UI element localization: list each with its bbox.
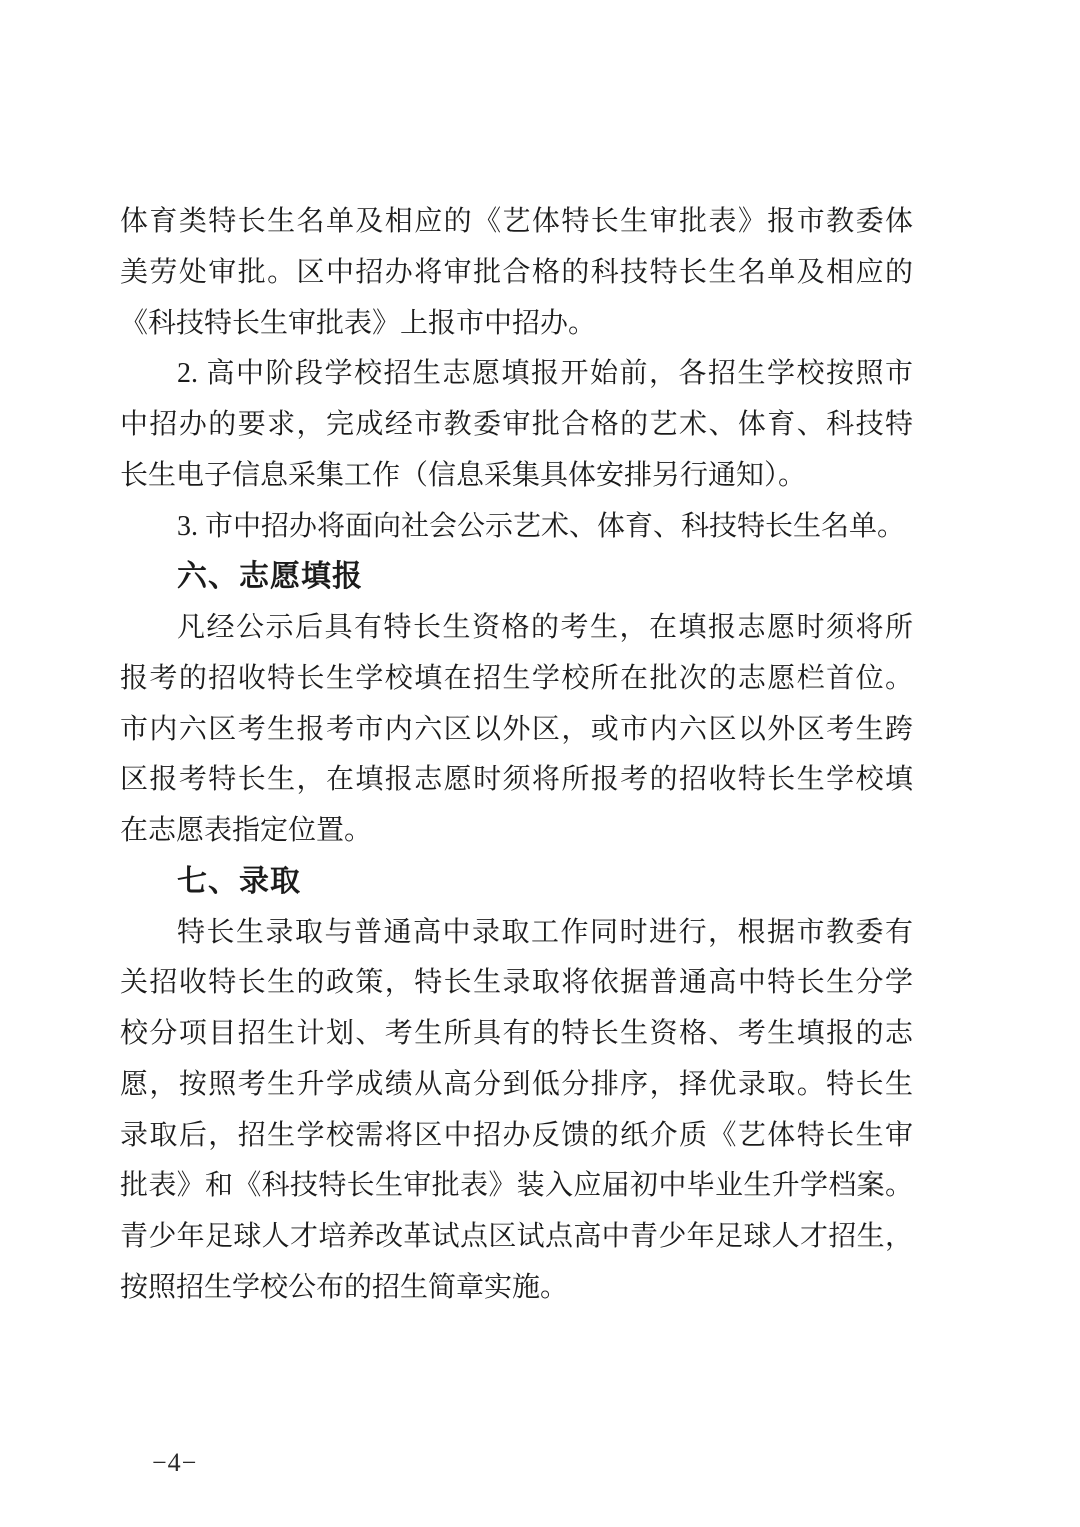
text-line: 市内六区考生报考市内六区以外区，或市内六区以外区考生跨 <box>120 713 913 745</box>
text-line: 体育类特长生名单及相应的《艺体特长生审批表》报市教委体 <box>120 206 913 237</box>
section-heading: 七、录取 <box>177 864 301 898</box>
text-line: 校分项目招生计划、考生所具有的特长生资格、考生填报的志 <box>120 1018 913 1049</box>
text-line: 关招收特长生的政策，特长生录取将依据普通高中特长生分学 <box>120 967 913 999</box>
text-line: 批表》和《科技特长生审批表》装入应届初中毕业生升学档案。 <box>120 1170 913 1202</box>
text-line: 录取后，招生学校需将区中招办反馈的纸介质《艺体特长生审 <box>120 1119 913 1151</box>
text-line: 中招办的要求，完成经市教委审批合格的艺术、体育、科技特 <box>120 409 913 440</box>
text-line: 区报考特长生，在填报志愿时须将所报考的招收特长生学校填 <box>120 764 913 796</box>
text-line: 愿，按照考生升学成绩从高分到低分排序，择优录取。特长生 <box>120 1068 913 1100</box>
text-line: 长生电子信息采集工作（信息采集具体安排另行通知）。 <box>120 459 807 491</box>
page-number: −4− <box>152 1448 198 1477</box>
document-content <box>120 197 913 1314</box>
text-line: 凡经公示后具有特长生资格的考生，在填报志愿时须将所 <box>177 612 913 643</box>
text-line: 青少年足球人才培养改革试点区试点高中青少年足球人才招生， <box>120 1221 913 1252</box>
text-line: 在志愿表指定位置。 <box>120 815 373 846</box>
text-line: 美劳处审批。区中招办将审批合格的科技特长生名单及相应的 <box>120 256 913 288</box>
section-heading: 六、志愿填报 <box>177 560 363 594</box>
text-line: 特长生录取与普通高中录取工作同时进行，根据市教委有 <box>177 916 913 948</box>
text-line: 按照招生学校公布的招生简章实施。 <box>120 1271 569 1303</box>
text-line: 《科技特长生审批表》上报市中招办。 <box>120 307 597 339</box>
text-line: 报考的招收特长生学校填在招生学校所在批次的志愿栏首位。 <box>120 662 913 694</box>
text-line: 2. 高中阶段学校招生志愿填报开始前，各招生学校按照市 <box>177 358 913 390</box>
text-line: 3. 市中招办将面向社会公示艺术、体育、科技特长生名单。 <box>177 510 906 542</box>
